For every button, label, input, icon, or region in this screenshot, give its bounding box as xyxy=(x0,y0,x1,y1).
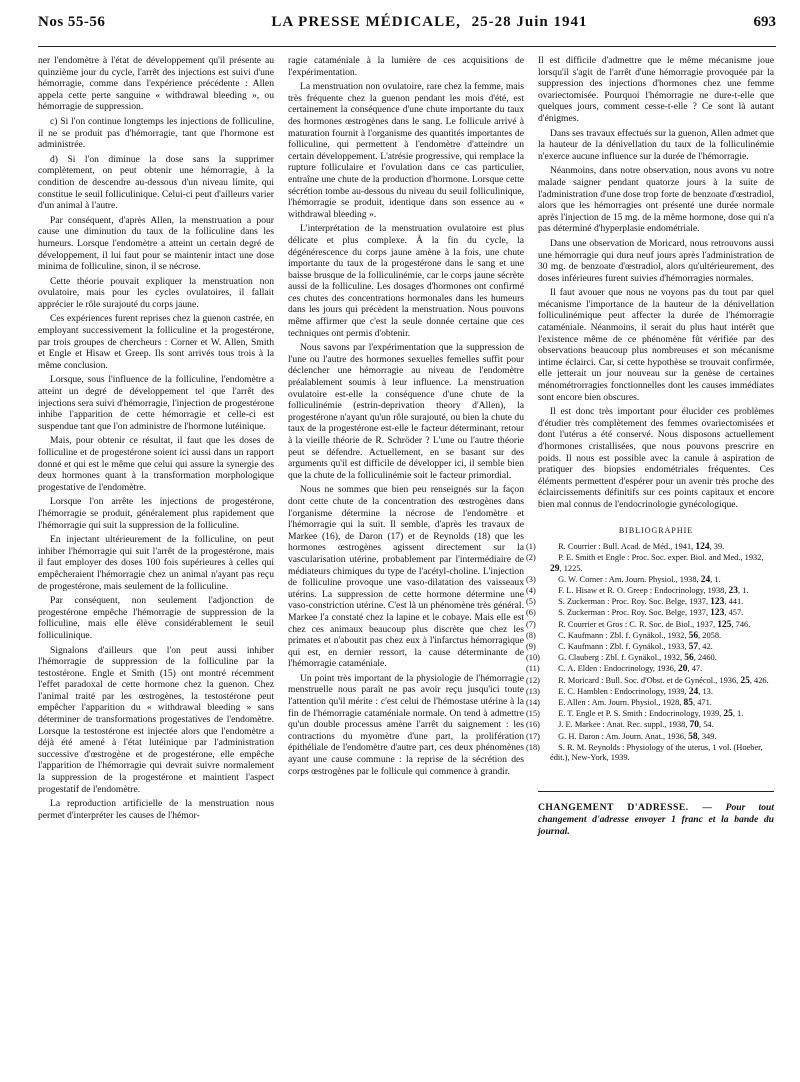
reference-number: (17) xyxy=(526,731,540,741)
paragraph: L'interprétation de la menstruation ovulatoire est plus délicate et plus complexe. À la fin du cycle, la dégénérescence du corps jaune amène à la fois, une chute importante du taux de la progestérone dans le sang et une baisse brusque de la folliculinémie, car le corps jaune sécrète aussi de la folliculine. Les dosages d'hormones ont confirmé ces chutes des concentrations hormonales dans les humeurs dans les jours qui précèdent la menstruation. Nous pouvons même affirmer que c'est la seule donnée certaine que ces techniques ont permis d'obtenir. xyxy=(288,223,524,339)
reference-number: (1) xyxy=(526,542,536,552)
reference-text: C. Kaufmann : Zbl. f. Gynäkol., 1933, xyxy=(556,641,689,651)
reference-volume: 58 xyxy=(688,731,698,742)
reference-volume: 25 xyxy=(740,675,750,686)
column-right xyxy=(526,55,774,838)
bibliography-item xyxy=(526,585,774,596)
reference-text: S. Zuckerman : Proc. Roy. Soc. Belge, 1937, xyxy=(556,597,711,607)
paragraph: Un point très important de la physiologie de l'hémorragie menstruelle nous paraît ne pas avoir reçu jusqu'ici toute l'attention qu'il mérite : c'est celui de l'hémostase utérine à la fin de l'hémorragie cataméniale normale. On tend à admettre qu'un double processus amène l'arrêt du saignement : les contractions du myomètre d'une part, la prolifération épithéliale de l'endomètre d'autre part, ces deux phénomènes ayant une cause commune : la reprise de la sécrétion des corps œstrogènes par le follicule qui commence à grandir. xyxy=(288,672,524,777)
reference-number: (14) xyxy=(526,698,540,707)
reference-volume: 123 xyxy=(710,608,725,619)
reference-text: G. W. Corner : Am. Journ. Physiol., 1938, xyxy=(556,574,701,584)
paragraph: Par conséquent, d'après Allen, la menstruation a pour cause une diminution du taux de la folliculine dans les humeurs. Lorsque l'endomètre a atteint un certain degré de développement, il lui faut pour se maintenir intact une dose minima de folliculine, sinon, il se nécrose. xyxy=(38,214,274,273)
bibliography-item xyxy=(526,553,774,574)
reference-pages: , 47. xyxy=(687,664,703,674)
reference-number: (2) xyxy=(526,553,536,563)
paragraph: Lorsque l'on arrête les injections de progestérone, l'hémorragie se produit, généralement plus rapidement que l'hémorragie qui suit la suppression de la folliculine. xyxy=(38,496,274,531)
paragraph: Cette théorie pouvait expliquer la menstruation non ovulatoire, mais pour les cycles ovulatoires, il fallait apprécier le rôle surajouté du corps jaune. xyxy=(38,275,274,310)
reference-text: S. R. M. Reynolds : Physiology of the uterus, 1 vol. (Hoeber, édit.), New-York, 1939. xyxy=(550,742,763,763)
paragraph: La reproduction artificielle de la menstruation nous permet d'interpréter les causes de l'hémor- xyxy=(38,798,274,821)
paragraph: Ces expériences furent reprises chez la guenon castrée, en employant successivement la folliculine et la progestérone, par trois groupes de chercheurs : Corner et W. Allen, Smith et Engle et Hisaw et Greep. Ils sont arrivés tous trois à la même conclusion. xyxy=(38,313,274,371)
column-right-text xyxy=(538,55,774,511)
reference-number: (7) xyxy=(526,619,536,629)
reference-pages: , 2460. xyxy=(693,653,717,663)
page-number: 693 xyxy=(753,14,776,30)
paragraph: Néanmoins, dans notre observation, nous avons vu notre malade saigner pendant quatorze jours à la suite de l'administration d'une dose trop forte de benzoate d'œstradiol, alors que les hémorragies ont présenté une durée normale après l'injection de 15 mg. de la même hormone, dose qui n'a pas déterminé d'hyperplasie endométriale. xyxy=(538,165,774,235)
reference-text: E. C. Hamblen : Endocrinology, 1939, xyxy=(556,686,689,696)
paragraph: ragie cataméniale à la lumière de ces acquisitions de l'expérimentation. xyxy=(288,55,524,78)
article-columns xyxy=(38,55,776,838)
reference-volume: 124 xyxy=(695,542,710,553)
paragraph: Il faut avouer que nous ne voyons pas du tout par quel mécanisme l'importance de la hauteur de la dénivellation folliculinémique peut affecter la durée de l'hémorragie cataméniale. Néanmoins, il serait du plus haut intérêt que l'existence même de ce phénomène fût vérifiée par des observations beaucoup plus nombreuses et son mécanisme intime éclairci. Car, si cette hypothèse se trouvait confirmée, elle jetterait un jour nouveau sur la genèse de certaines ménométrorragies fonctionnelles dont les causes immédiates sont encore bien obscures. xyxy=(538,287,774,403)
bibliography-item xyxy=(526,675,774,686)
reference-number: (10) xyxy=(526,653,540,663)
paragraph: Dans ses travaux effectués sur la guenon, Allen admet que la hauteur de la dénivellation du taux de la folliculinémie n'exerce aucune influence sur la durée de l'hémorragie. xyxy=(538,127,774,162)
reference-number: (8) xyxy=(526,630,536,640)
journal-title xyxy=(271,14,587,31)
reference-number: (6) xyxy=(526,608,536,618)
bibliography-item xyxy=(526,542,774,553)
reference-text: J. E. Markee : Anat. Rec. suppl., 1938, xyxy=(556,720,690,730)
paragraph: Nous savons par l'expérimentation que la suppression de l'une ou l'autre des hormones sexuelles femelles suffit pour déclencher une hémorragie au niveau de l'endomètre préalablement soumis à leur influence. La menstruation ovulatoire est-elle la conséquence d'une chute de la folliculinémie (estrin-deprivation theory d'Allen), la progestérone n'ayant qu'un rôle surajouté, ou bien la chute du taux de la progestérone est-elle le facteur déterminant, retour à la vieille théorie de R. Schröder ? L'une ou l'autre théorie peut se défendre. Actuellement, en se basant sur des arguments qu'il est difficile de développer ici, il semble bien que la chute de la folliculinémie soit le facteur primordial. xyxy=(288,342,524,481)
paragraph: Lorsque, sous l'influence de la folliculine, l'endomètre a atteint un degré de développement tel que l'arrêt des injections sera suivi d'hémorragie, l'injection de progestérone inhibe l'apparition de cette hémorragie et celle-ci est suspendue tant que l'on administre de l'hormone lutéinique. xyxy=(38,374,274,432)
bibliography-item xyxy=(526,709,774,720)
paragraph: Par conséquent, non seulement l'adjonction de progestérone empêche l'hémorragie de suppression de la folliculine, mais elle élève considérablement le seuil folliculinique. xyxy=(38,595,274,641)
reference-pages: , 441. xyxy=(724,597,744,607)
reference-volume: 29 xyxy=(550,563,560,574)
reference-volume: 125 xyxy=(717,619,732,630)
reference-number: (18) xyxy=(526,742,540,752)
bibliography-item xyxy=(526,686,774,697)
reference-text: P. E. Smith et Engle : Proc. Soc. exper. Biol. and Med., 1932, xyxy=(556,553,764,563)
reference-volume: 56 xyxy=(684,653,694,664)
bibliography-item xyxy=(526,608,774,619)
reference-number: (9) xyxy=(526,641,536,651)
reference-volume: 24 xyxy=(688,686,699,697)
address-change-notice xyxy=(538,791,774,837)
paragraph: Il est donc très important pour élucider ces problèmes d'étudier très complètement des femmes ovariectomisées et dont l'utérus a été conservé. Nous disposons actuellement d'hormones cristallisées, que nous pouvons prescrire en poids. Il nous est possible avec la canule à aspiration de pratiquer des biopsies endométriales fréquentes. Ces éléments permettent d'espérer pour un avenir très proche des éclaircissements définitifs sur ces points capitaux et encore bien mal connus de l'endocrinologie gynécologique. xyxy=(538,406,774,510)
reference-text: E. Allen : Am. Journ. Physiol., 1928, xyxy=(556,698,684,707)
address-change-label: CHANGEMENT D'ADRESSE. — xyxy=(538,802,713,814)
reference-pages: , 1. xyxy=(732,709,744,719)
reference-number: (16) xyxy=(526,720,540,730)
bibliography-item xyxy=(526,653,774,664)
reference-text: R. Courrier et Gros : C. R. Soc. de Biol., 1937, xyxy=(556,619,718,629)
bibliography-item xyxy=(526,630,774,641)
paragraph: d) Si l'on diminue la dose sans la supprimer complètement, on peut obtenir une hémorragie, à la condition de descendre au-dessous d'un niveau limite, qui constitue le seuil folliculinique. Celui-ci peut d'ailleurs varier d'un animal à l'autre. xyxy=(38,153,274,212)
issue-number: Nos 55-56 xyxy=(38,14,106,30)
journal-name: LA PRESSE MÉDICALE, xyxy=(271,14,461,30)
bibliography-item xyxy=(526,731,774,742)
reference-volume: 24 xyxy=(700,574,711,585)
bibliography-item xyxy=(526,664,774,675)
reference-text: C. A. Elden : Endocrinology, 1936, xyxy=(556,664,679,674)
reference-volume: 85 xyxy=(683,698,693,708)
address-change-text: Pour tout changement d'adresse envoyer 1 franc et la bande du journal. xyxy=(538,802,774,837)
reference-volume: 70 xyxy=(689,720,700,731)
reference-volume: 56 xyxy=(688,630,699,641)
reference-number: (4) xyxy=(526,585,536,595)
reference-pages: , 471. xyxy=(693,698,712,707)
reference-text: G. H. Daron : Am. Journ. Anat., 1936, xyxy=(556,731,689,741)
reference-volume: 123 xyxy=(710,597,725,608)
reference-text: E. T. Engle et P. S. Smith : Endocrinology, 1939, xyxy=(556,709,724,719)
reference-text: C. Kaufmann : Zbl. f. Gynäkol., 1932, xyxy=(556,630,689,640)
bibliography-item xyxy=(526,597,774,608)
reference-pages: , 1. xyxy=(710,574,721,584)
reference-number: (5) xyxy=(526,597,536,607)
reference-pages: , 39. xyxy=(709,542,725,552)
reference-text: S. Zuckerman : Proc. Roy. Soc. Belge, 1937, xyxy=(556,608,711,618)
reference-volume: 23 xyxy=(728,585,739,596)
reference-number: (15) xyxy=(526,709,540,719)
reference-pages: , 457. xyxy=(724,608,744,618)
bibliography-title: BIBLIOGRAPHIE xyxy=(618,525,694,535)
issue-date: 25-28 Juin 1941 xyxy=(471,14,588,30)
reference-volume: 25 xyxy=(723,709,733,720)
paragraph: Nous ne sommes que bien peu renseignés sur la façon dont cette chute de la concentration des œstrogènes dans l'organisme détermine la nécrose de l'endomètre et l'hémorragie qui la suit. Il semble, d'après les travaux de Markee (16), de Daron (17) et de Reynolds (18) que les hormones œstrogènes agissent directement sur la vascularisation utérine, probablement par l'intermédiaire de médiateurs chimiques du type de l'acétyl-choline. L'injection de folliculine provoque une vaso-dilatation des vaisseaux utérins. La suppression de cette hormone détermine une vaso-constriction utérine. C'est là un phénomène très général. Markee l'a constaté chez la lapine et le cobaye. Mais elle est chez ces animaux beaucoup plus discrète que chez les primates et n'aboutit pas chez eux à l'infarctus hémorragique qui est, en dernier ressort, la cause déterminante de l'hémorragie cataméniale. xyxy=(288,484,524,670)
reference-number: (11) xyxy=(526,664,540,674)
bibliography-item xyxy=(526,619,774,630)
paragraph: Mais, pour obtenir ce résultat, il faut que les doses de folliculine et de progestérone soient ici aussi dans un rapport donné et qui est le même que celui qui assure la synergie des deux hormones quant à la transformation morphologique progestative de l'endomètre. xyxy=(38,435,274,493)
reference-text: R. Moricard : Bull. Soc. d'Obst. et de Gynécol., 1936, xyxy=(556,675,741,685)
paragraph: En injectant ultérieurement de la folliculine, on peut inhiber l'hémorragie qui suit l'arrêt de la progestérone, mais il faut employer des doses 100 fois supérieures à celles qui empêcheraient l'hémorragie chez un animal n'ayant pas reçu de progestérone, mais seulement de la folliculine. xyxy=(38,534,274,592)
reference-volume: 20 xyxy=(678,664,688,675)
reference-volume: 57 xyxy=(688,641,699,652)
reference-pages: , 1225. xyxy=(559,563,583,573)
paragraph: Dans une observation de Moricard, nous retrouvons aussi une hémorragie qui dura neuf jours après l'administration de 30 mg. de benzoate d'œstradiol, alors qu'ultérieurement, des doses inférieures furent suivies d'hémorragies normales. xyxy=(538,237,774,284)
paragraph: La menstruation non ovulatoire, rare chez la femme, mais très fréquente chez la guenon pendant les mois d'été, est certainement la conséquence d'une chute importante du taux des hormones œstrogènes dans le sang. Le follicule arrivé à maturation fournit à l'organisme des quantités importantes de folliculine, qui permettent à l'endomètre d'atteindre un certain développement. L'atrésie progressive, qui remplace la rupture folliculaire et l'ovulation dans ce cas particulier, entraîne une chute de la production d'hormone. Lorsque cette sécrétion tombe au-dessous du niveau du seuil folliculinique, l'hémorragie se produit, identique dans son essence au « withdrawal bleeding ». xyxy=(288,81,524,220)
bibliography-item xyxy=(526,720,774,731)
paragraph: ner l'endomètre à l'état de développement qu'il présente au quinzième jour du cycle, l'arrêt des injections est suivi d'une hémorragie, comme dans l'expérience précédente : Allen appela cette perte sanguine « withdrawal bleeding », ou hémorragie de suppression. xyxy=(38,55,274,113)
reference-pages: , 1. xyxy=(738,585,749,595)
reference-text: F. L. Hisaw et R. O. Greep : Endocrinology, 1938, xyxy=(556,585,729,595)
reference-pages: , 2058. xyxy=(698,630,722,640)
column-left xyxy=(38,55,274,838)
paragraph: c) Si l'on continue longtemps les injections de folliculine, il ne se produit pas d'hémorragie, tant que l'hormone est administrée. xyxy=(38,115,274,151)
reference-number: (3) xyxy=(526,574,536,584)
paragraph: Signalons d'ailleurs que l'on peut aussi inhiber l'hémorragie de suppression de la folliculine par la testostérone. Engle et Smith (15) ont montré récemment l'effet paradoxal de cette hormone chez la guenon. Chez l'animal traité par les œstrogènes, la testostérone peut empêcher l'apparition du « withdrawal bleeding » sans déterminer de transformations progestatives de l'endomètre. Lorsque la testostérone est injectée alors que l'endomètre a déjà été amené à l'état lutéinique par l'administration successive d'œstrogène et de progestérone, elle empêche l'apparition de l'hémorragie qui devrait suivre normalement la suppression de la progestérone et maintient l'aspect progestatif de l'endomètre. xyxy=(38,644,274,795)
reference-pages: , 426. xyxy=(749,675,769,685)
reference-pages: , 13. xyxy=(698,686,713,696)
paragraph: Il est difficile d'admettre que le même mécanisme joue lorsqu'il s'agit de l'arrêt d'une hémorragie provoquée par la suppression des injections d'hormones chez une femme ovariectomisée. Pourquoi l'hémorragie ne dure-t-elle que quelques jours, comment cesse-t-elle ? Ce sont là autant d'énigmes. xyxy=(538,55,774,124)
bibliography-item xyxy=(526,574,774,585)
bibliography-list xyxy=(526,542,774,763)
reference-text: G. Clauberg : Zbl. f. Gynäkol., 1932, xyxy=(556,653,685,663)
reference-number: (13) xyxy=(526,686,540,696)
bibliography-item xyxy=(526,698,774,708)
reference-pages: , 54. xyxy=(699,720,714,730)
bibliography-item xyxy=(526,641,774,652)
reference-pages: , 42. xyxy=(698,641,713,651)
reference-number: (12) xyxy=(526,675,540,685)
reference-text: R. Courrier : Bull. Acad. de Méd., 1941, xyxy=(556,542,696,552)
page-header xyxy=(38,14,776,47)
reference-pages: , 349. xyxy=(697,731,717,741)
bibliography-item xyxy=(526,742,774,763)
reference-pages: , 746. xyxy=(731,619,751,629)
column-middle xyxy=(288,55,524,838)
